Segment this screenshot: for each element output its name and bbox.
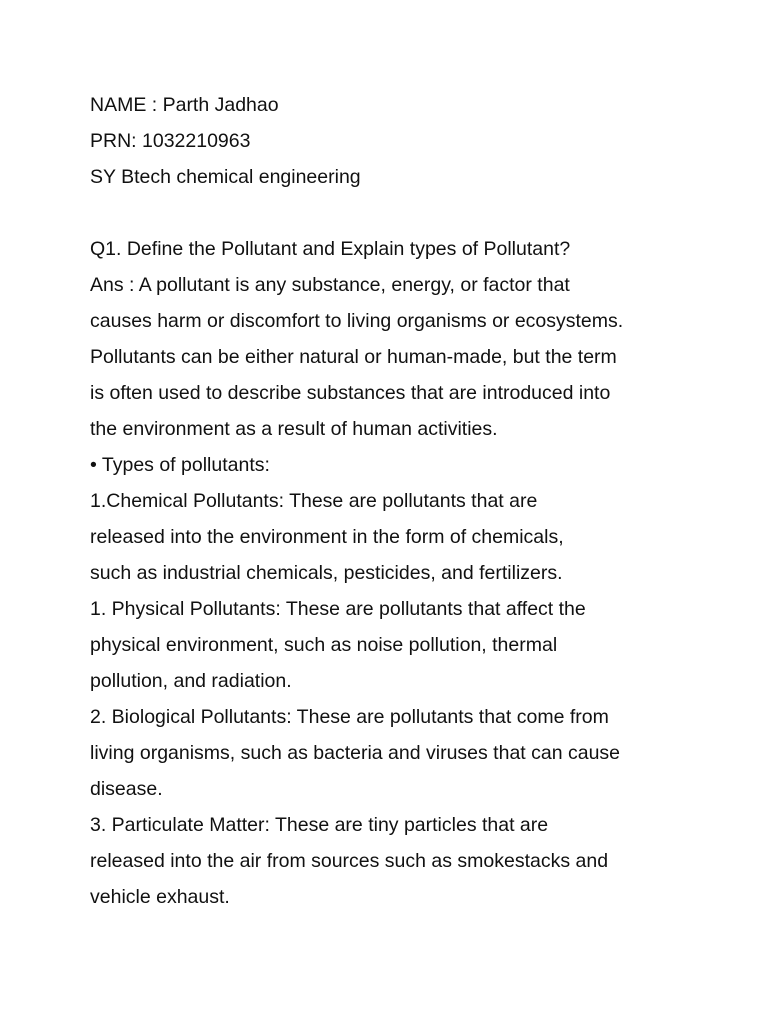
chemical-pollutants-line: released into the environment in the form of chemicals,: [90, 526, 564, 548]
particulate-matter-line: 3. Particulate Matter: These are tiny particles that are: [90, 814, 549, 836]
chemical-pollutants-line: such as industrial chemicals, pesticides, and fertilizers.: [90, 562, 563, 584]
physical-pollutants-line: pollution, and radiation.: [90, 670, 292, 692]
answer-line: the environment as a result of human activities.: [90, 418, 498, 440]
question-text: Q1. Define the Pollutant and Explain types of Pollutant?: [90, 238, 571, 260]
types-heading: • Types of pollutants:: [90, 454, 270, 476]
physical-pollutants-line: physical environment, such as noise pollution, thermal: [90, 634, 558, 656]
biological-pollutants-line: living organisms, such as bacteria and viruses that can cause: [90, 742, 621, 764]
particulate-matter-line: released into the air from sources such as smokestacks and: [90, 850, 609, 872]
answer-line: causes harm or discomfort to living organisms or ecosystems.: [90, 310, 624, 332]
answer-line: Pollutants can be either natural or human-made, but the term: [90, 346, 617, 368]
chemical-pollutants-line: 1.Chemical Pollutants: These are pollutants that are: [90, 490, 538, 512]
biological-pollutants-line: 2. Biological Pollutants: These are pollutants that come from: [90, 706, 609, 728]
biological-pollutants-line: disease.: [90, 778, 163, 800]
student-name: NAME : Parth Jadhao: [90, 94, 279, 116]
student-course: SY Btech chemical engineering: [90, 166, 361, 188]
particulate-matter-line: vehicle exhaust.: [90, 886, 230, 908]
answer-line: is often used to describe substances that are introduced into: [90, 382, 611, 404]
answer-line: Ans : A pollutant is any substance, energy, or factor that: [90, 274, 570, 296]
physical-pollutants-line: 1. Physical Pollutants: These are pollutants that affect the: [90, 598, 586, 620]
student-prn: PRN: 1032210963: [90, 130, 251, 152]
